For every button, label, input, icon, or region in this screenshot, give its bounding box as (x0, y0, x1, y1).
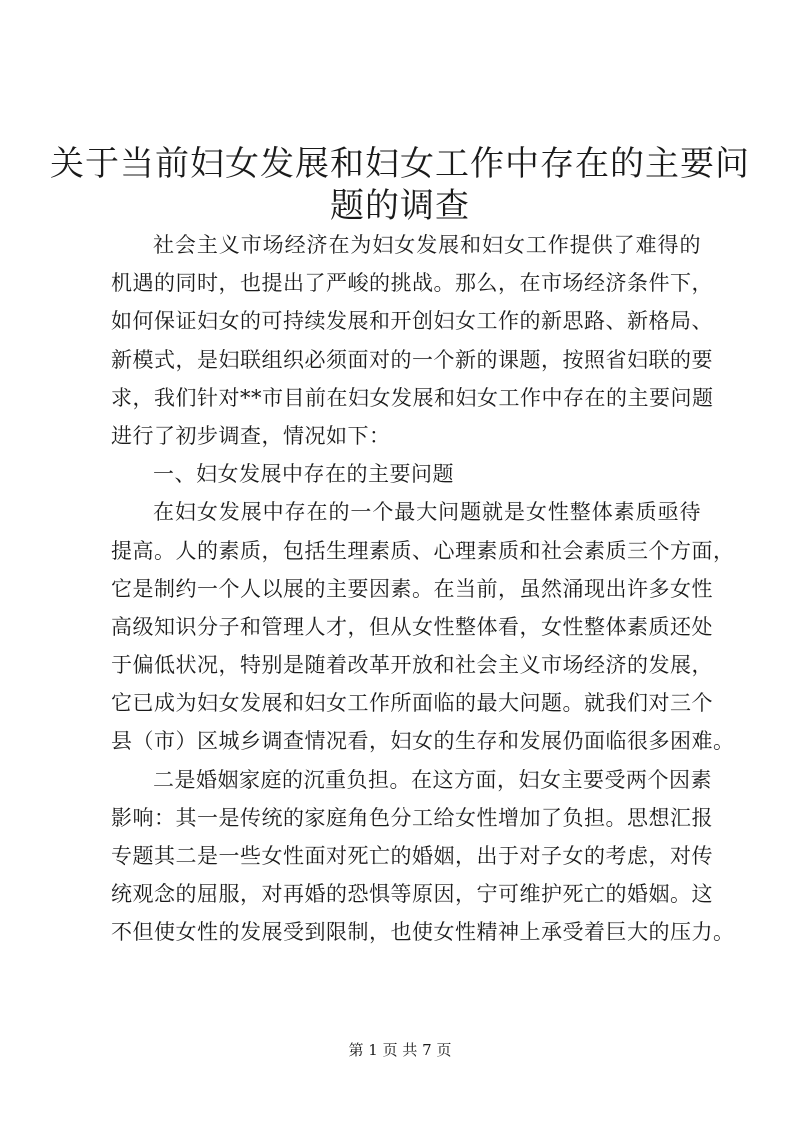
paragraph-line: 于偏低状况，特别是随着改革开放和社会主义市场经济的发展， (111, 653, 713, 678)
paragraph-line: 机遇的同时，也提出了严峻的挑战。那么，在市场经济条件下， (111, 271, 713, 296)
document-title-line-2: 题的调查 (330, 186, 470, 226)
paragraph-line: 不但使女性的发展受到限制，也使女性精神上承受着巨大的压力。 (111, 920, 735, 945)
paragraph-line: 如何保证妇女的可持续发展和开创妇女工作的新思路、新格局、 (111, 309, 713, 334)
paragraph-line: 二是婚姻家庭的沉重负担。在这方面，妇女主要受两个因素 (153, 767, 712, 792)
paragraph-line: 它是制约一个人以展的主要因素。在当前，虽然涌现出许多女性 (111, 576, 713, 601)
paragraph-line: 社会主义市场经济在为妇女发展和妇女工作提供了难得的 (153, 233, 701, 257)
paragraph-line: 在妇女发展中存在的一个最大问题就是女性整体素质亟待 (153, 500, 701, 525)
section-heading: 一、妇女发展中存在的主要问题 (153, 462, 454, 487)
paragraph-line: 它已成为妇女发展和妇女工作所面临的最大问题。就我们对三个 (111, 691, 713, 716)
paragraph-line: 影响：其一是传统的家庭角色分工给女性增加了负担。思想汇报 (111, 805, 713, 830)
paragraph-line: 求，我们针对**市目前在妇女发展和妇女工作中存在的主要问题 (111, 385, 714, 410)
document-title-line-1: 关于当前妇女发展和妇女工作中存在的主要问 (50, 144, 750, 184)
paragraph-line: 统观念的屈服，对再婚的恐惧等原因，宁可维护死亡的婚姻。这 (111, 882, 713, 907)
paragraph-line: 提高。人的素质，包括生理素质、心理素质和社会素质三个方面， (111, 538, 735, 563)
paragraph-line: 进行了初步调查，情况如下： (111, 423, 391, 448)
paragraph-line: 专题其二是一些女性面对死亡的婚姻，出于对子女的考虑，对传 (111, 844, 713, 868)
page-number-footer: 第 1 页 共 7 页 (348, 1041, 452, 1059)
document-body (111, 226, 735, 952)
paragraph-line: 高级知识分子和管理人才，但从女性整体看，女性整体素质还处 (111, 614, 713, 639)
paragraph-line: 县（市）区城乡调查情况看，妇女的生存和发展仍面临很多困难。 (111, 729, 735, 754)
paragraph-line: 新模式，是妇联组织必须面对的一个新的课题，按照省妇联的要 (111, 347, 713, 372)
